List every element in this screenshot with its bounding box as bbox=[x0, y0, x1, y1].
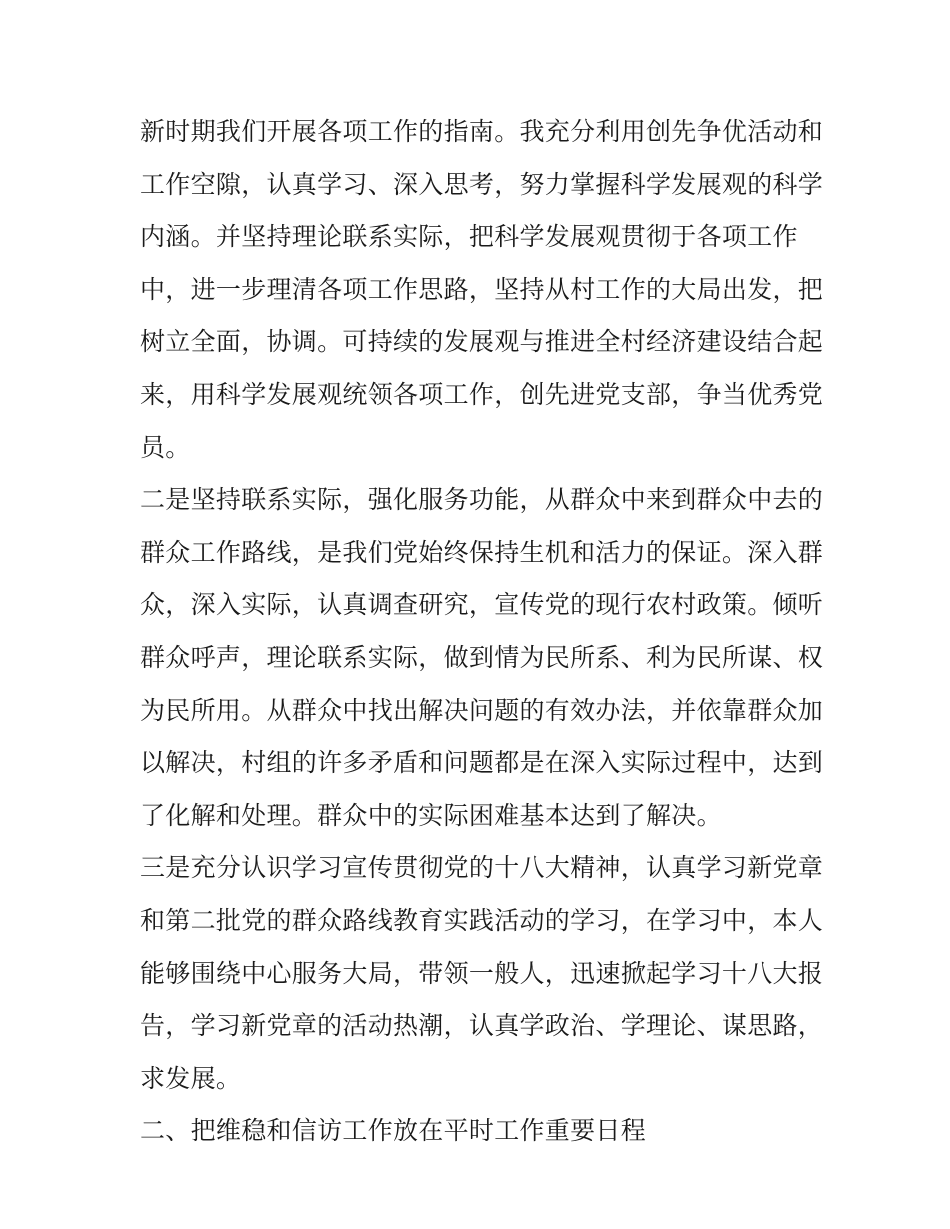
text-line: 求发展。 bbox=[140, 1063, 242, 1093]
text-line: 员。 bbox=[140, 432, 191, 462]
text-line: 为民所用。从群众中找出解决问题的有效办法，并依靠群众加 bbox=[140, 695, 824, 725]
text-line: 来，用科学发展观统领各项工作，创先进党支部，争当优秀党 bbox=[140, 379, 824, 409]
text-line: 了化解和处理。群众中的实际困难基本达到了解决。 bbox=[140, 800, 722, 830]
text-line: 和第二批党的群众路线教育实践活动的学习，在学习中，本人 bbox=[140, 905, 824, 935]
text-line: 内涵。并坚持理论联系实际，把科学发展观贯彻于各项工作 bbox=[140, 222, 798, 252]
text-line: 告，学习新党章的活动热潮，认真学政治、学理论、谋思路， bbox=[140, 1011, 824, 1041]
text-line: 中，进一步理清各项工作思路，坚持从村工作的大局出发，把 bbox=[140, 274, 824, 304]
document-body bbox=[140, 106, 824, 1158]
text-line: 群众呼声，理论联系实际，做到情为民所系、利为民所谋、权 bbox=[140, 642, 824, 672]
text-line: 群众工作路线，是我们党始终保持生机和活力的保证。深入群 bbox=[140, 537, 824, 567]
text-line: 工作空隙，认真学习、深入思考，努力掌握科学发展观的科学 bbox=[140, 169, 824, 199]
text-line: 三是充分认识学习宣传贯彻党的十八大精神，认真学习新党章 bbox=[140, 853, 824, 883]
text-line: 二是坚持联系实际，强化服务功能，从群众中来到群众中去的 bbox=[140, 485, 824, 515]
section-heading: 二、把维稳和信访工作放在平时工作重要日程 bbox=[140, 1116, 647, 1146]
text-line: 树立全面，协调。可持续的发展观与推进全村经济建设结合起 bbox=[140, 327, 824, 357]
text-line: 能够围绕中心服务大局，带领一般人，迅速掀起学习十八大报 bbox=[140, 958, 824, 988]
text-line: 众，深入实际，认真调查研究，宣传党的现行农村政策。倾听 bbox=[140, 590, 824, 620]
text-line: 以解决，村组的许多矛盾和问题都是在深入实际过程中，达到 bbox=[140, 748, 824, 778]
text-line: 新时期我们开展各项工作的指南。我充分利用创先争优活动和 bbox=[140, 117, 824, 146]
